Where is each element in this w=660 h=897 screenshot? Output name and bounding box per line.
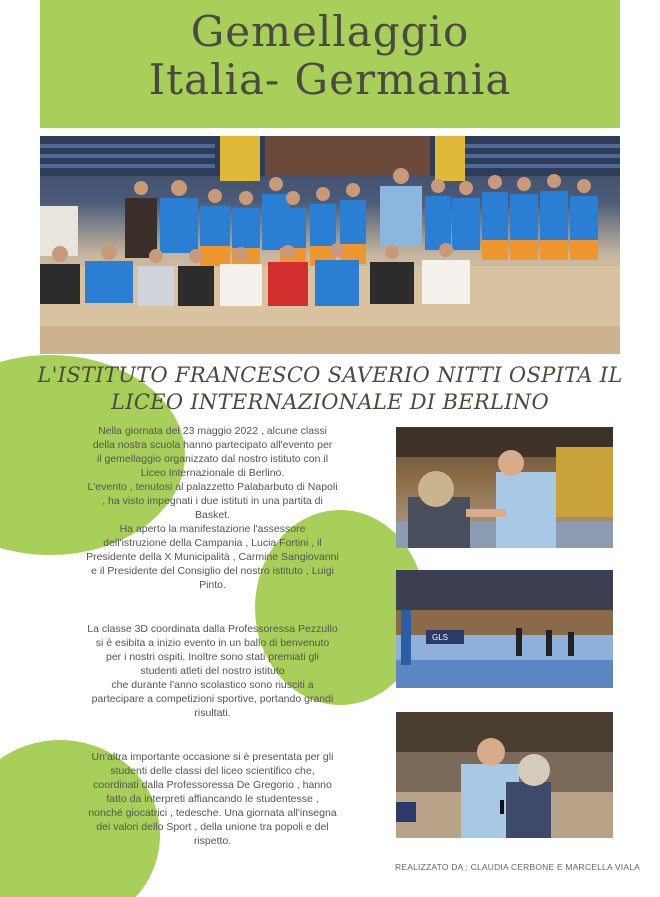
title-line-2: Italia- Germania xyxy=(148,55,512,104)
headline-line-2: LICEO INTERNAZIONALE DI BERLINO xyxy=(111,390,549,414)
text-line: dei valori dello Sport , della unione tra popoli e del xyxy=(96,821,329,833)
basketball-court-photo xyxy=(396,570,613,688)
text-line: Ha aperto la manifestazione l'assessore xyxy=(119,523,306,535)
paragraph-3 xyxy=(45,522,380,592)
text-line: Presidente della X Municipalità , Carmine Sangiovanni xyxy=(86,551,339,563)
team-photo-illustration xyxy=(40,136,620,354)
text-line: partecipare a competizioni sportive, portando grandi xyxy=(91,693,334,705)
team-group-photo xyxy=(40,136,620,354)
paragraph-1 xyxy=(45,424,380,480)
text-line: che durante l'anno scolastico sono riusciti a xyxy=(111,679,314,691)
text-line: il gemellaggio organizzato dal nostro istituto con il xyxy=(96,453,329,465)
text-line: Un'altra importante occasione si è presentata per gli xyxy=(91,751,334,763)
text-line: della nostra scuola hanno partecipato all'evento per xyxy=(92,439,333,451)
interview-photo xyxy=(396,712,613,838)
text-line: Liceo Internazionale di Berlino. xyxy=(140,467,285,479)
article-body xyxy=(45,424,380,848)
text-line: rispetto. xyxy=(193,835,232,847)
text-line: L'evento , tenutosi al palazzetto Palabarbuto di Napoli xyxy=(87,481,338,493)
text-line: risultati. xyxy=(194,707,231,719)
title-banner xyxy=(40,0,620,128)
paragraph-4 xyxy=(45,622,380,720)
text-line: si è esibita a inizio evento in un ballo di benvenuto xyxy=(95,637,330,649)
credit-line: REALIZZATO DA : CLAUDIA CERBONE E MARCELLA VIALA xyxy=(395,862,640,872)
text-line: Pinto. xyxy=(199,579,226,591)
text-line: studenti delle classi del liceo scientifico che, xyxy=(110,765,315,777)
paragraph-5 xyxy=(45,750,380,848)
text-line: studenti atleti del nostro istituto xyxy=(140,665,285,677)
text-line: coordinati dalla Professoressa De Gregorio , hanno xyxy=(93,779,332,791)
text-line: e il Presidente del Consiglio del nostro istituto , Luigi xyxy=(91,565,334,577)
text-line: fatto da interpreti affiancando le studentesse , xyxy=(106,793,319,805)
text-line: nonché giocatrici , tedesche. Una giornata all'insegna xyxy=(88,807,337,819)
text-line: , ha visto impegnati i due istituti in una partita di xyxy=(102,495,323,507)
handshake-illustration xyxy=(396,427,613,548)
handshake-photo xyxy=(396,427,613,548)
text-line: dell'istruzione della Campania , Lucia Fortini , il xyxy=(103,537,322,549)
court-illustration xyxy=(396,570,613,688)
text-line: La classe 3D coordinata dalla Professoressa Pezzullo xyxy=(87,623,338,635)
title-line-1: Gemellaggio xyxy=(190,7,470,56)
text-line: Basket. xyxy=(194,509,231,521)
text-line: Nella giornata del 23 maggio 2022 , alcune classi xyxy=(98,425,327,437)
paragraph-2 xyxy=(45,480,380,522)
scoreboard-text: GLS xyxy=(432,633,449,642)
headline-line-1: L'ISTITUTO FRANCESCO SAVERIO NITTI OSPITA IL xyxy=(37,363,623,387)
text-line: per i nostri ospiti. Inoltre sono stati premiati gli xyxy=(105,651,319,663)
interview-illustration xyxy=(396,712,613,838)
article-headline xyxy=(10,362,650,416)
